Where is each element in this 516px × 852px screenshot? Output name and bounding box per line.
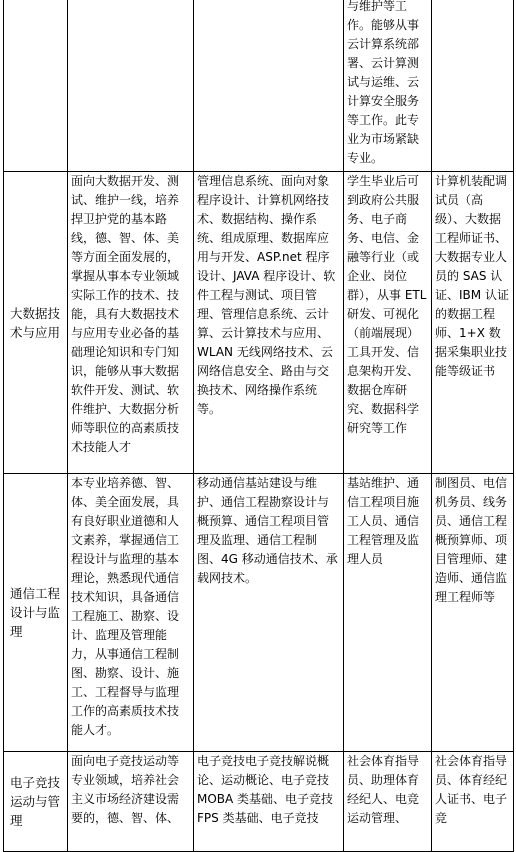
table-row [4,474,514,752]
training-goal-cell [68,474,194,752]
program-table [3,0,514,852]
core-courses-cell [194,0,344,172]
employment-text: 社会体育指导员、助理体育经纪人、电竞运动管理、 [347,754,420,825]
certificates-text: 计算机装配调试员（高级）、大数据工程师证书、大数据专业人员的 SAS 认证、IBM 认证的数据工程师、1+X 数据采集职业技能等级证书 [435,174,509,378]
employment-cell [344,752,432,852]
employment-cell [344,172,432,474]
program-name: 通信工程设计与监理 [10,586,61,639]
certificates-cell [432,752,514,852]
training-goal-cell [68,172,194,474]
training-goal-cell [68,0,194,172]
training-goal-text: 本专业培养德、智、体、美全面发展，具有良好职业道德和人文素养，掌握通信工程设计与监理的基本理论，熟悉现代通信技术知识，具备通信工程施工、勘察、设计、监理及管理能力，从事通信工程制图、勘察、设计、施工、工程督导与监理工作的高素质技术技能人才。 [71,476,180,737]
program-name: 大数据技术与应用 [10,305,61,340]
core-courses-cell [194,172,344,474]
employment-text: 与维护等工作。能够从事云计算系统部署、云计算测试与运维、云计算安全服务等工作。此专业为市场紧缺专业。 [347,0,420,165]
training-goal-cell [68,752,194,852]
employment-cell [344,0,432,172]
certificates-cell [432,172,514,474]
certificates-cell [432,0,514,172]
training-goal-text: 面向电子竞技运动等专业领域，培养社会主义市场经济建设需要的，德、智、体、 [71,754,180,825]
table-row [4,172,514,474]
program-name-cell [4,752,68,852]
employment-cell [344,474,432,752]
certificates-cell [432,474,514,752]
training-goal-text: 面向大数据开发、测试、维护一线，培养捍卫护党的基本路线，德、智、体、美等方面全面发展的，掌握从事本专业领域实际工作的技术、技能，具有大数据技术与应用专业必备的基础理论知识和专门知识，能够从事大数据软件开发、测试、软件维护、大数据分析师等职位的高素质技术技能人才 [71,174,180,454]
table-row [4,0,514,172]
core-courses-text: 移动通信基站建设与维护、通信工程勘察设计与概预算、通信工程项目管理及监理、通信工程制图、4G 移动通信技术、承载网技术。 [197,476,338,585]
program-name-cell [4,0,68,172]
employment-text: 学生毕业后可到政府公共服务、电子商务、电信、金融等行业（或企业、岗位群），从事 ETL 研发、可视化（前端展现）工具开发、信息架构开发、数据仓库研究、数据科学研究等工作 [347,174,427,435]
certificates-text: 社会体育指导员、体育经纪人证书、电子竞 [435,754,508,825]
table-row [4,752,514,852]
program-name: 电子竞技运动与管理 [10,775,61,828]
program-name-cell [4,474,68,752]
core-courses-text: 管理信息系统、面向对象程序设计、计算机网络技术、数据结构、操作系统、组成原理、数据库应用与开发、ASP.net 程序设计、JAVA 程序设计、软件工程与测试、项目管理、管理信息系统、云计算、云计算技术与应用、WLAN 无线网络技术、云网络信息安全、路由与交换技术、网络操作系统等。 [197,174,336,416]
core-courses-cell [194,752,344,852]
core-courses-cell [194,474,344,752]
core-courses-text: 电子竞技电子竞技解说概论、运动概论、电子竞技 MOBA 类基础、电子竞技 FPS 类基础、电子竞技 [197,754,334,825]
program-name-cell [4,172,68,474]
employment-text: 基站维护、通信工程项目施工人员、通信工程管理及监理人员 [347,476,420,566]
certificates-text: 制图员、电信机务员、线务员、通信工程概预算师、项目管理师、建造师、通信监理工程师等 [435,476,508,604]
